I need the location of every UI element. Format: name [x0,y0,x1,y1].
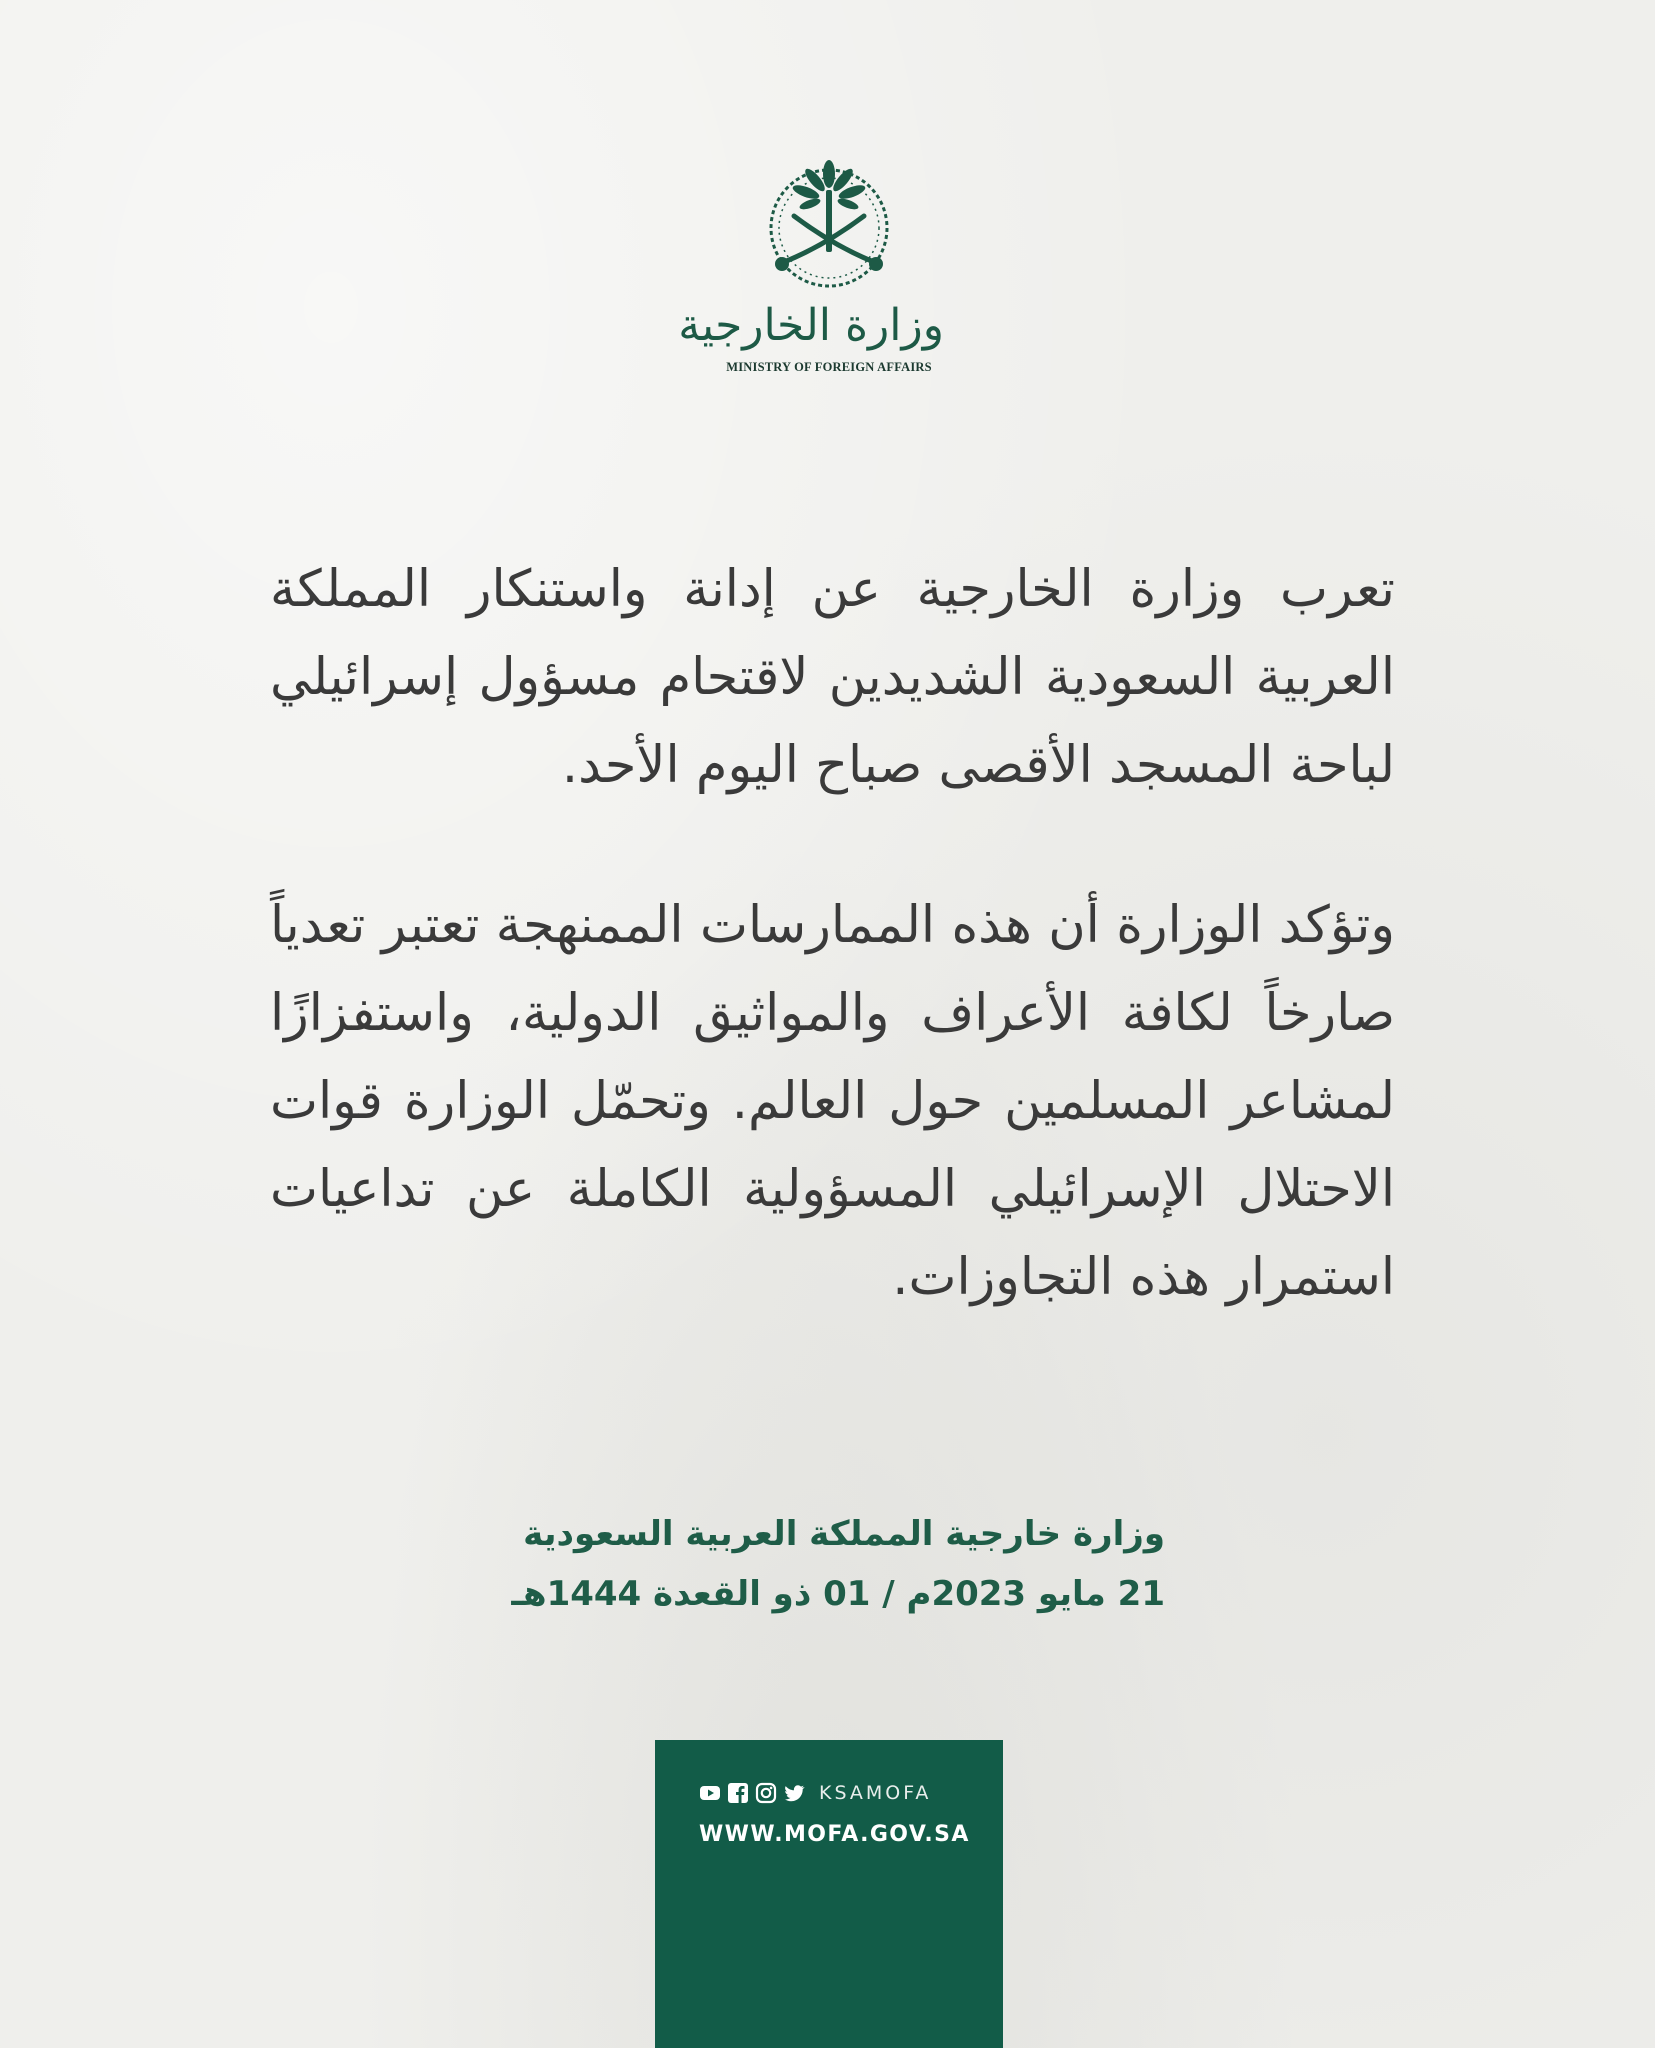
facebook-icon[interactable] [727,1782,749,1804]
statement-paragraph-1: تعرب وزارة الخارجية عن إدانة واستنكار المملكة العربية السعودية الشديدين لاقتحام مسؤول إسرائيلي لباحة المسجد الأقصى صباح اليوم الأحد. [270,560,1395,795]
logo-arabic-name: وزارة الخارجية [678,300,944,351]
palm-and-swords-emblem [714,150,944,300]
social-handle[interactable]: KSAMOFA [819,1782,932,1804]
youtube-icon[interactable] [699,1782,721,1804]
social-links [699,1780,931,1806]
footer-panel [655,1740,1003,2048]
logo-english-name: MINISTRY OF FOREIGN AFFAIRS [726,360,932,374]
instagram-icon[interactable] [755,1782,777,1804]
website-link[interactable]: WWW.MOFA.GOV.SA [699,1822,970,1847]
ministry-logo [678,150,944,390]
twitter-icon[interactable] [783,1782,805,1804]
statement-paragraph-2: وتؤكد الوزارة أن هذه الممارسات الممنهجة تعتبر تعدياً صارخاً لكافة الأعراف والمواثيق الدولية، واستفزازًا لمشاعر المسلمين حول العالم. وتحمّل الوزارة قوات الاحتلال الإسرائيلي المسؤولية الكاملة عن تداعيات استمرار هذه التجاوزات. [270,896,1395,1307]
signature-ministry-name: وزارة خارجية المملكة العربية السعودية [523,1514,1165,1554]
signature-date: 21 مايو 2023م / 01 ذو القعدة 1444هـ [511,1574,1165,1614]
